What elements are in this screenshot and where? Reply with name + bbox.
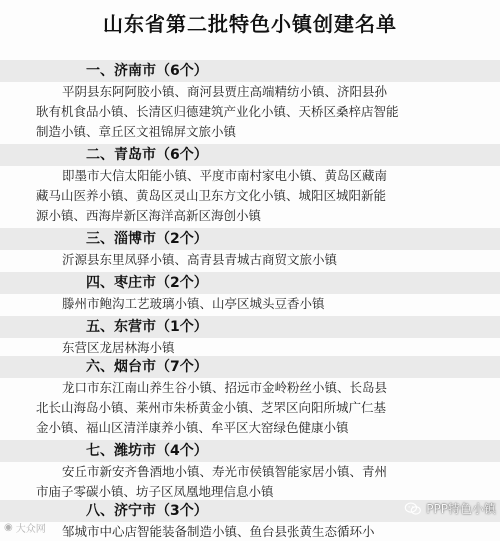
section-heading: 二、青岛市（6个）	[0, 144, 500, 166]
section-line: 平阴县东阿阿胶小镇、商河县贾庄高端精纺小镇、济阳县孙	[62, 84, 388, 99]
section-line: 滕州市鲍沟工艺玻璃小镇、山亭区城头豆香小镇	[62, 296, 325, 311]
watermark-text: 大众网	[15, 524, 46, 535]
section-heading: 八、济宁市（3个）	[0, 500, 500, 522]
section-line: 耿有机食品小镇、长清区归德建筑产业化小镇、天桥区桑梓店智能	[36, 104, 399, 119]
watermark-text: PPP特色小镇	[426, 502, 496, 516]
section-heading: 一、济南市（6个）	[0, 60, 500, 82]
section-yantai	[0, 356, 500, 438]
section-line: 邹城市中心店智能装备制造小镇、鱼台县张黄生态循环小	[62, 524, 375, 539]
wechat-watermark	[404, 500, 496, 517]
section-dongying	[0, 316, 500, 358]
section-jinan	[0, 60, 500, 142]
section-line: 即墨市大信太阳能小镇、平度市南村家电小镇、黄岛区藏南	[62, 168, 388, 183]
section-line: 藏马山医养小镇、黄岛区灵山卫东方文化小镇、城阳区城阳新能	[36, 188, 387, 203]
section-line: 沂源县东里凤驿小镇、高青县青城古商贸文旅小镇	[62, 252, 338, 267]
section-line: 龙口市东江南山养生谷小镇、招远市金岭粉丝小镇、长岛县	[62, 380, 388, 395]
section-line: 制造小镇、章丘区文祖锦屏文旅小镇	[36, 124, 237, 139]
section-qingdao	[0, 144, 500, 226]
section-line: 东营区龙居林海小镇	[62, 340, 175, 355]
section-weifang	[0, 440, 500, 502]
section-line: 市庙子零碳小镇、坊子区凤凰地理信息小镇	[36, 484, 274, 499]
source-watermark	[4, 520, 46, 535]
section-line: 金小镇、福山区清洋康养小镇、牟平区大窑绿色健康小镇	[36, 420, 349, 435]
section-zibo	[0, 228, 500, 270]
section-line: 北长山海岛小镇、莱州市朱桥黄金小镇、芝罘区向阳所城广仁基	[36, 400, 387, 415]
document-title: 山东省第二批特色小镇创建名单	[103, 12, 397, 36]
section-heading: 三、淄博市（2个）	[0, 228, 500, 250]
section-heading: 七、潍坊市（4个）	[0, 440, 500, 462]
section-heading: 四、枣庄市（2个）	[0, 272, 500, 294]
section-zaozhuang	[0, 272, 500, 314]
section-heading: 六、烟台市（7个）	[0, 356, 500, 378]
section-line: 安丘市新安齐鲁酒地小镇、寿光市侯镇智能家居小镇、青州	[62, 464, 388, 479]
watermark-logo-icon: ◉	[4, 522, 13, 533]
wechat-icon	[404, 502, 422, 516]
section-heading: 五、东营市（1个）	[0, 316, 500, 338]
section-line: 源小镇、西海岸新区海洋高新区海创小镇	[36, 208, 262, 223]
